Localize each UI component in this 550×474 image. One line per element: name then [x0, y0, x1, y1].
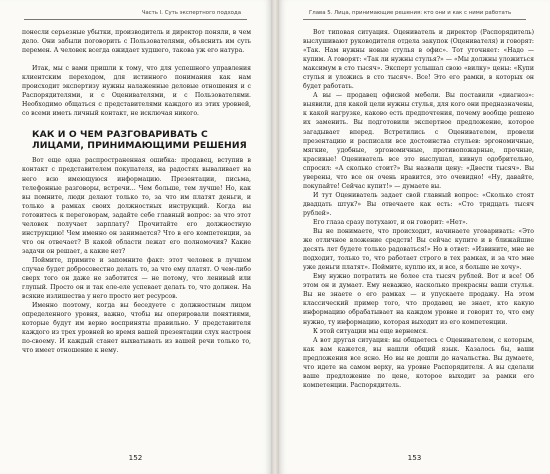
paragraph: А вот другая ситуация: вы общаетесь с Оценивателем, с которым, как вам кажется, вы нашли общий язык. Казалось бы, ваши предложения все ясно. Но вы не дошли до начальства. Вы думаете, что идете на самом верху, на уровне Распорядителя. А вы сделали ваше предложение по цене, которое выходит за рамки его компетенции. Распорядитель. — [303, 336, 534, 389]
paragraph: Ему нужно потратить не более ста тысяч рублей. Вот и все! Об этом он и думает. Ему неважно, насколько прекрасны ваши стулья. Вы не знаете о его рамках — и упускаете продажу. На этом классический пример того, что продавец не знает, кто какую информацию обрабатывает на каждом уровне и говорит то, что ему нужно, ту информацию, которая выходит из его компетенции. — [303, 273, 534, 326]
body-text — [22, 28, 251, 355]
page-number: 153 — [407, 453, 422, 462]
paragraph: понесли серьезные убытки, производитель и директор поняли, в чем дело. Они забыли поговорить с Пользователями, объяснить им суть перемен. А человек всегда ожидает худшего, такова уж его натура. — [22, 29, 251, 55]
paragraph: Поймите, примите и запомните факт: этот человек в лучшем случае будет добросовестно делать то, за что ему платят. О чем-либо сверх того он даже не заботится — не потому, что ленивый или глупый. Просто он и так еле-еле успевает делать то, что должен. На всякие излишества у него просто нет ресурсов. — [22, 256, 251, 301]
paragraph: К этой ситуации мы еще вернемся. — [313, 327, 428, 335]
paragraph: Вы не понимаете, что происходит, начинаете уговаривать: «Это же отличное вложение средств! Вы сейчас купите и в ближайшие десять лет будете только радоваться!» Но в ответ: «Извините, мне не подходит, только то, что работает строго в тех рамках, и за что мне уже деньги платят». Поймите, куплю их, и все, я больше не хочу». — [303, 228, 534, 272]
section-heading: КАК И О ЧЕМ РАЗГОВАРИВАТЬ С ЛИЦАМИ, ПРИНИМАЮЩИМИ РЕШЕНИЯ — [32, 129, 247, 152]
body-text — [303, 28, 534, 390]
paragraph: Итак, мы с вами пришли к тому, что для успешного управления клиентским переходом, для истинного понимания как нам происходит экспертизу нужны налаженные деловые отношения и с Распорядителями, и с Оценивателями, и с Пользователями. Необходимо общаться с представителями каждого из этих уровней, со всеми иметь личный контакт, не исключая никого. — [22, 65, 251, 118]
page-number: 152 — [128, 453, 143, 462]
book-gutter — [271, 0, 279, 474]
left-page — [0, 0, 271, 474]
header-rule — [24, 19, 247, 20]
header-rule — [303, 19, 526, 20]
paragraph: Именно поэтому, когда вы беседуете с должностным лицом определенного уровня, важно, чтобы вы оперировали понятиями, которые будут им верно восприняты правильно. У представителя каждого из трех уровней во время вашей презентации слух настроен по-своему. И каждый станет выхватывать из вашей речи только то, что имеет отношение к нему. — [22, 302, 251, 355]
paragraph: И тут Оцениватель задает свой главный вопрос: «Сколько стоят двадцать штук?» Вы отвечаете как есть: «Сто тридцать тысяч рублей». — [303, 191, 534, 217]
paragraph: Его глаза сразу потухают, и он говорит: «Нет». — [313, 218, 468, 226]
running-head: Глава 5. Лица, принимающие решения: кто они и как с ними работать — [309, 10, 512, 16]
paragraph: А вы — продавец офисной мебели. Вы поставили «диагноз»: выявили, для какой цели нужны стулья, для кого они предназначены, к какой нагрузке, каково есть предпочтения, почему вообще решено их заменить. Вы подготовили экспертное предложение, которое загадывает вперед. Встретились с Оценивателем, провели презентацию и расписали все достоинства стульев: эргономичные, мягкие, удобные, эргономичные, противопожарные, прочные, красивые! Оцениватель все это выслушал, кивнул одобрительно, спросил: «А сколько стоит?» Вы назвали цену: «Двести тысяч». Вы уверены, что все он очень нравится, это очевидно! «Ну, давайте, покупайте! Сейчас купит!» — думаете вы. — [303, 92, 534, 190]
paragraph: Вот типовая ситуация. Оцениватель и директор (Распорядитель) выслушивают руководителя отдела закупок (Оценивателя) и говорят: «Так. Нам нужны новые стулья в офис». Тот уточняет: «Надо — купим. А говорят: «Так ли нужны стулья?» — «Мы должны уложиться максимум в сто тысяч». Эксперт услышал свою «вилку» цены: «Купи стулья и уложись в сто тысяч». Все! Это его рамки, в которых он будет работать. — [303, 29, 534, 91]
running-head: Часть I. Суть экспертного подхода — [141, 10, 241, 16]
paragraph: Вот еще одна распространенная ошибка: продавец, вступив в контакт с представителем покупателя, на радостях вываливает на него всю имеющуюся информацию. Презентации, письма, телефонные разговоры, встречи... Чем больше, тем лучше! Но, как вы помните, люди делают только то, за что им платят деньги, и только в рамках своих должностных инструкций. Когда вы готовитесь к переговорам, задайте себе главный вопрос: за что этот человек получает зарплату? Прочитайте его должностную инструкцию! Чем именно он занимается? Что в его компетенции, за что он отвечает? В какой области лежат его полномочия? Какие задачи он решает, а какие нет? — [22, 157, 251, 255]
right-page — [279, 0, 550, 474]
